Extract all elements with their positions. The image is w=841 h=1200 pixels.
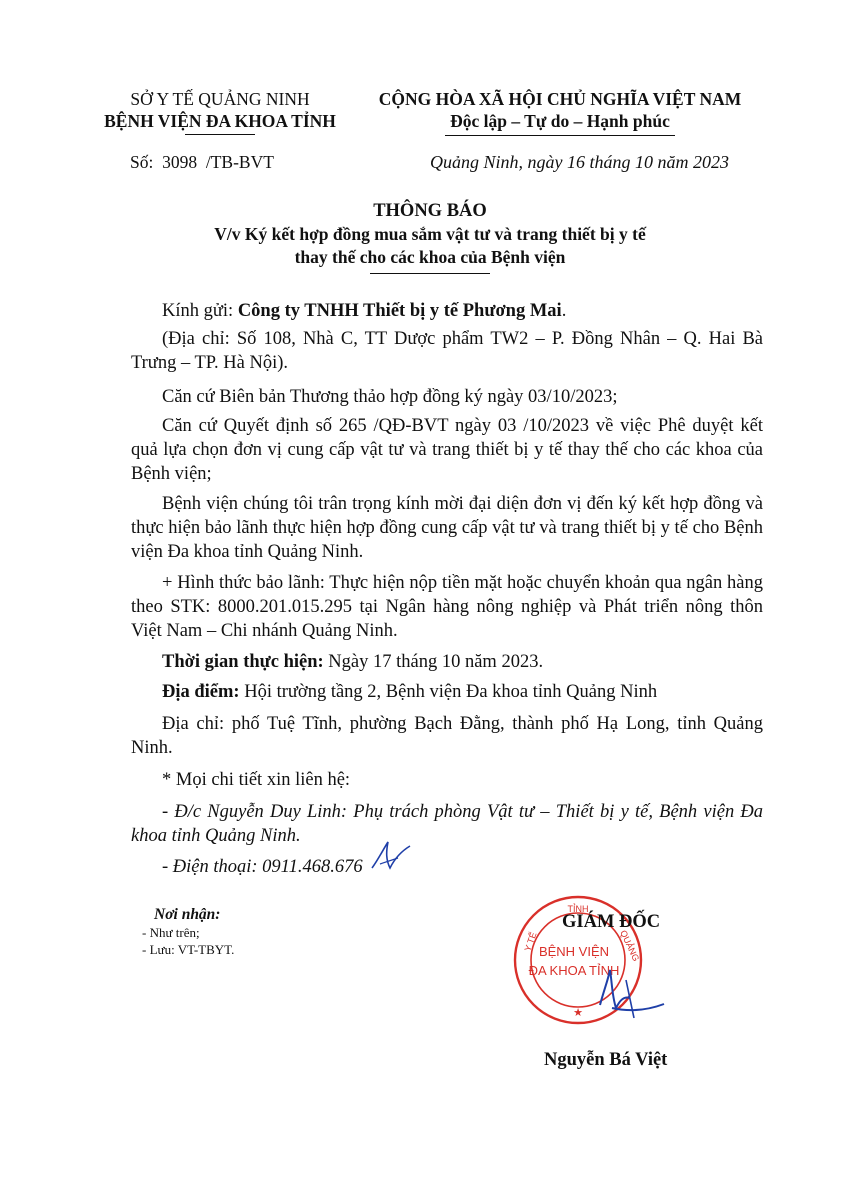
- stamp-line-1: BỆNH VIỆN: [538, 944, 610, 959]
- title-block: [100, 200, 760, 274]
- venue-label: Địa điểm:: [162, 682, 240, 702]
- contact-phone: - Điện thoại: 0911.468.676: [162, 857, 363, 877]
- recipient-item-2: - Lưu: VT-TBYT.: [142, 942, 235, 957]
- basis-2: Căn cứ Quyết định số 265 /QĐ-BVT ngày 03 /10/2023 về việc Phê duyệt kết quả lựa chọn đơn vị cung cấp vật tư và trang thiết bị y tế thay thế cho các khoa của Bệnh viện;: [131, 416, 763, 484]
- org-underline: [185, 134, 255, 135]
- contact-person: - Đ/c Nguyễn Duy Linh: Phụ trách phòng Vật tư – Thiết bị y tế, Bệnh viện Đa khoa tỉnh Quảng Ninh.: [131, 802, 763, 846]
- invitation-paragraph: Bệnh viện chúng tôi trân trọng kính mời đại diện đơn vị đến ký kết hợp đồng và thực hiện bảo lãnh thực hiện hợp đồng cung cấp vật tư và trang thiết bị y tế cho Bệnh viện Đa khoa tỉnh Quảng Ninh.: [131, 494, 763, 562]
- venue-value: Hội trường tầng 2, Bệnh viện Đa khoa tỉnh Quảng Ninh: [239, 682, 658, 702]
- venue-address: Địa chỉ: phố Tuệ Tĩnh, phường Bạch Đằng, thành phố Hạ Long, tỉnh Quảng Ninh.: [131, 714, 763, 758]
- stamp-line-2: ĐA KHOA TỈNH: [528, 963, 620, 978]
- recipient-prefix: Kính gửi:: [162, 301, 238, 321]
- document-title: THÔNG BÁO: [373, 201, 487, 221]
- recipient-suffix: .: [561, 301, 567, 321]
- recipients-block: [142, 906, 392, 958]
- time-value: Ngày 17 tháng 10 năm 2023.: [323, 652, 544, 672]
- stamp-left-text: Y TẾ: [522, 930, 539, 953]
- subject-line-2: thay thế cho các khoa của Bệnh viện: [294, 247, 566, 267]
- time-line: [162, 650, 762, 674]
- header-left: [80, 88, 360, 135]
- basis-1: Căn cứ Biên bản Thương thảo hợp đồng ký ngày 03/10/2023;: [162, 387, 618, 407]
- stamp-star: ★: [573, 1007, 583, 1019]
- title-underline: [370, 273, 490, 274]
- header-right: [350, 88, 770, 136]
- org-parent: SỞ Y TẾ QUẢNG NINH: [130, 89, 310, 109]
- subject-line-1: V/v Ký kết hợp đồng mua sắm vật tư và trang thiết bị y tế: [214, 224, 646, 244]
- stamp-top-text: TỈNH: [567, 904, 589, 914]
- recipient-address: (Địa chỉ: Số 108, Nhà C, TT Dược phẩm TW2 – P. Đồng Nhân – Q. Hai Bà Trưng – TP. Hà Nội).: [131, 329, 763, 373]
- signer-title: GIÁM ĐỐC: [562, 912, 661, 932]
- guarantee-paragraph: + Hình thức bảo lãnh: Thực hiện nộp tiền mặt hoặc chuyển khoản qua ngân hàng theo STK: 8000.201.015.295 tại Ngân hàng nông nghiệp và Phát triển nông thôn Việt Nam – Chi nhánh Quảng Ninh.: [131, 573, 763, 641]
- place-date: Quảng Ninh, ngày 16 tháng 10 năm 2023: [430, 152, 729, 172]
- recipient-name: Công ty TNHH Thiết bị y tế Phương Mai: [237, 301, 562, 321]
- time-label: Thời gian thực hiện:: [162, 652, 324, 672]
- org-name: BỆNH VIỆN ĐA KHOA TỈNH: [104, 111, 336, 131]
- motto-underline: [445, 135, 675, 136]
- contact-intro: * Mọi chi tiết xin liên hệ:: [162, 770, 351, 790]
- recipient-line: [162, 299, 762, 323]
- venue-line: [162, 680, 762, 704]
- recipient-item-1: - Như trên;: [142, 925, 200, 940]
- stamp-right-text: QUẢNG: [618, 928, 642, 963]
- recipients-label: Nơi nhận:: [154, 906, 221, 923]
- signer-name: Nguyễn Bá Việt: [544, 1050, 668, 1070]
- country-name: CỘNG HÒA XÃ HỘI CHỦ NGHĨA VIỆT NAM: [378, 89, 742, 109]
- document-number: Số: 3098 /TB-BVT: [130, 152, 274, 172]
- handwritten-signature: [590, 960, 670, 1030]
- motto: Độc lập – Tự do – Hạnh phúc: [450, 111, 670, 131]
- initials-mark: [368, 838, 416, 878]
